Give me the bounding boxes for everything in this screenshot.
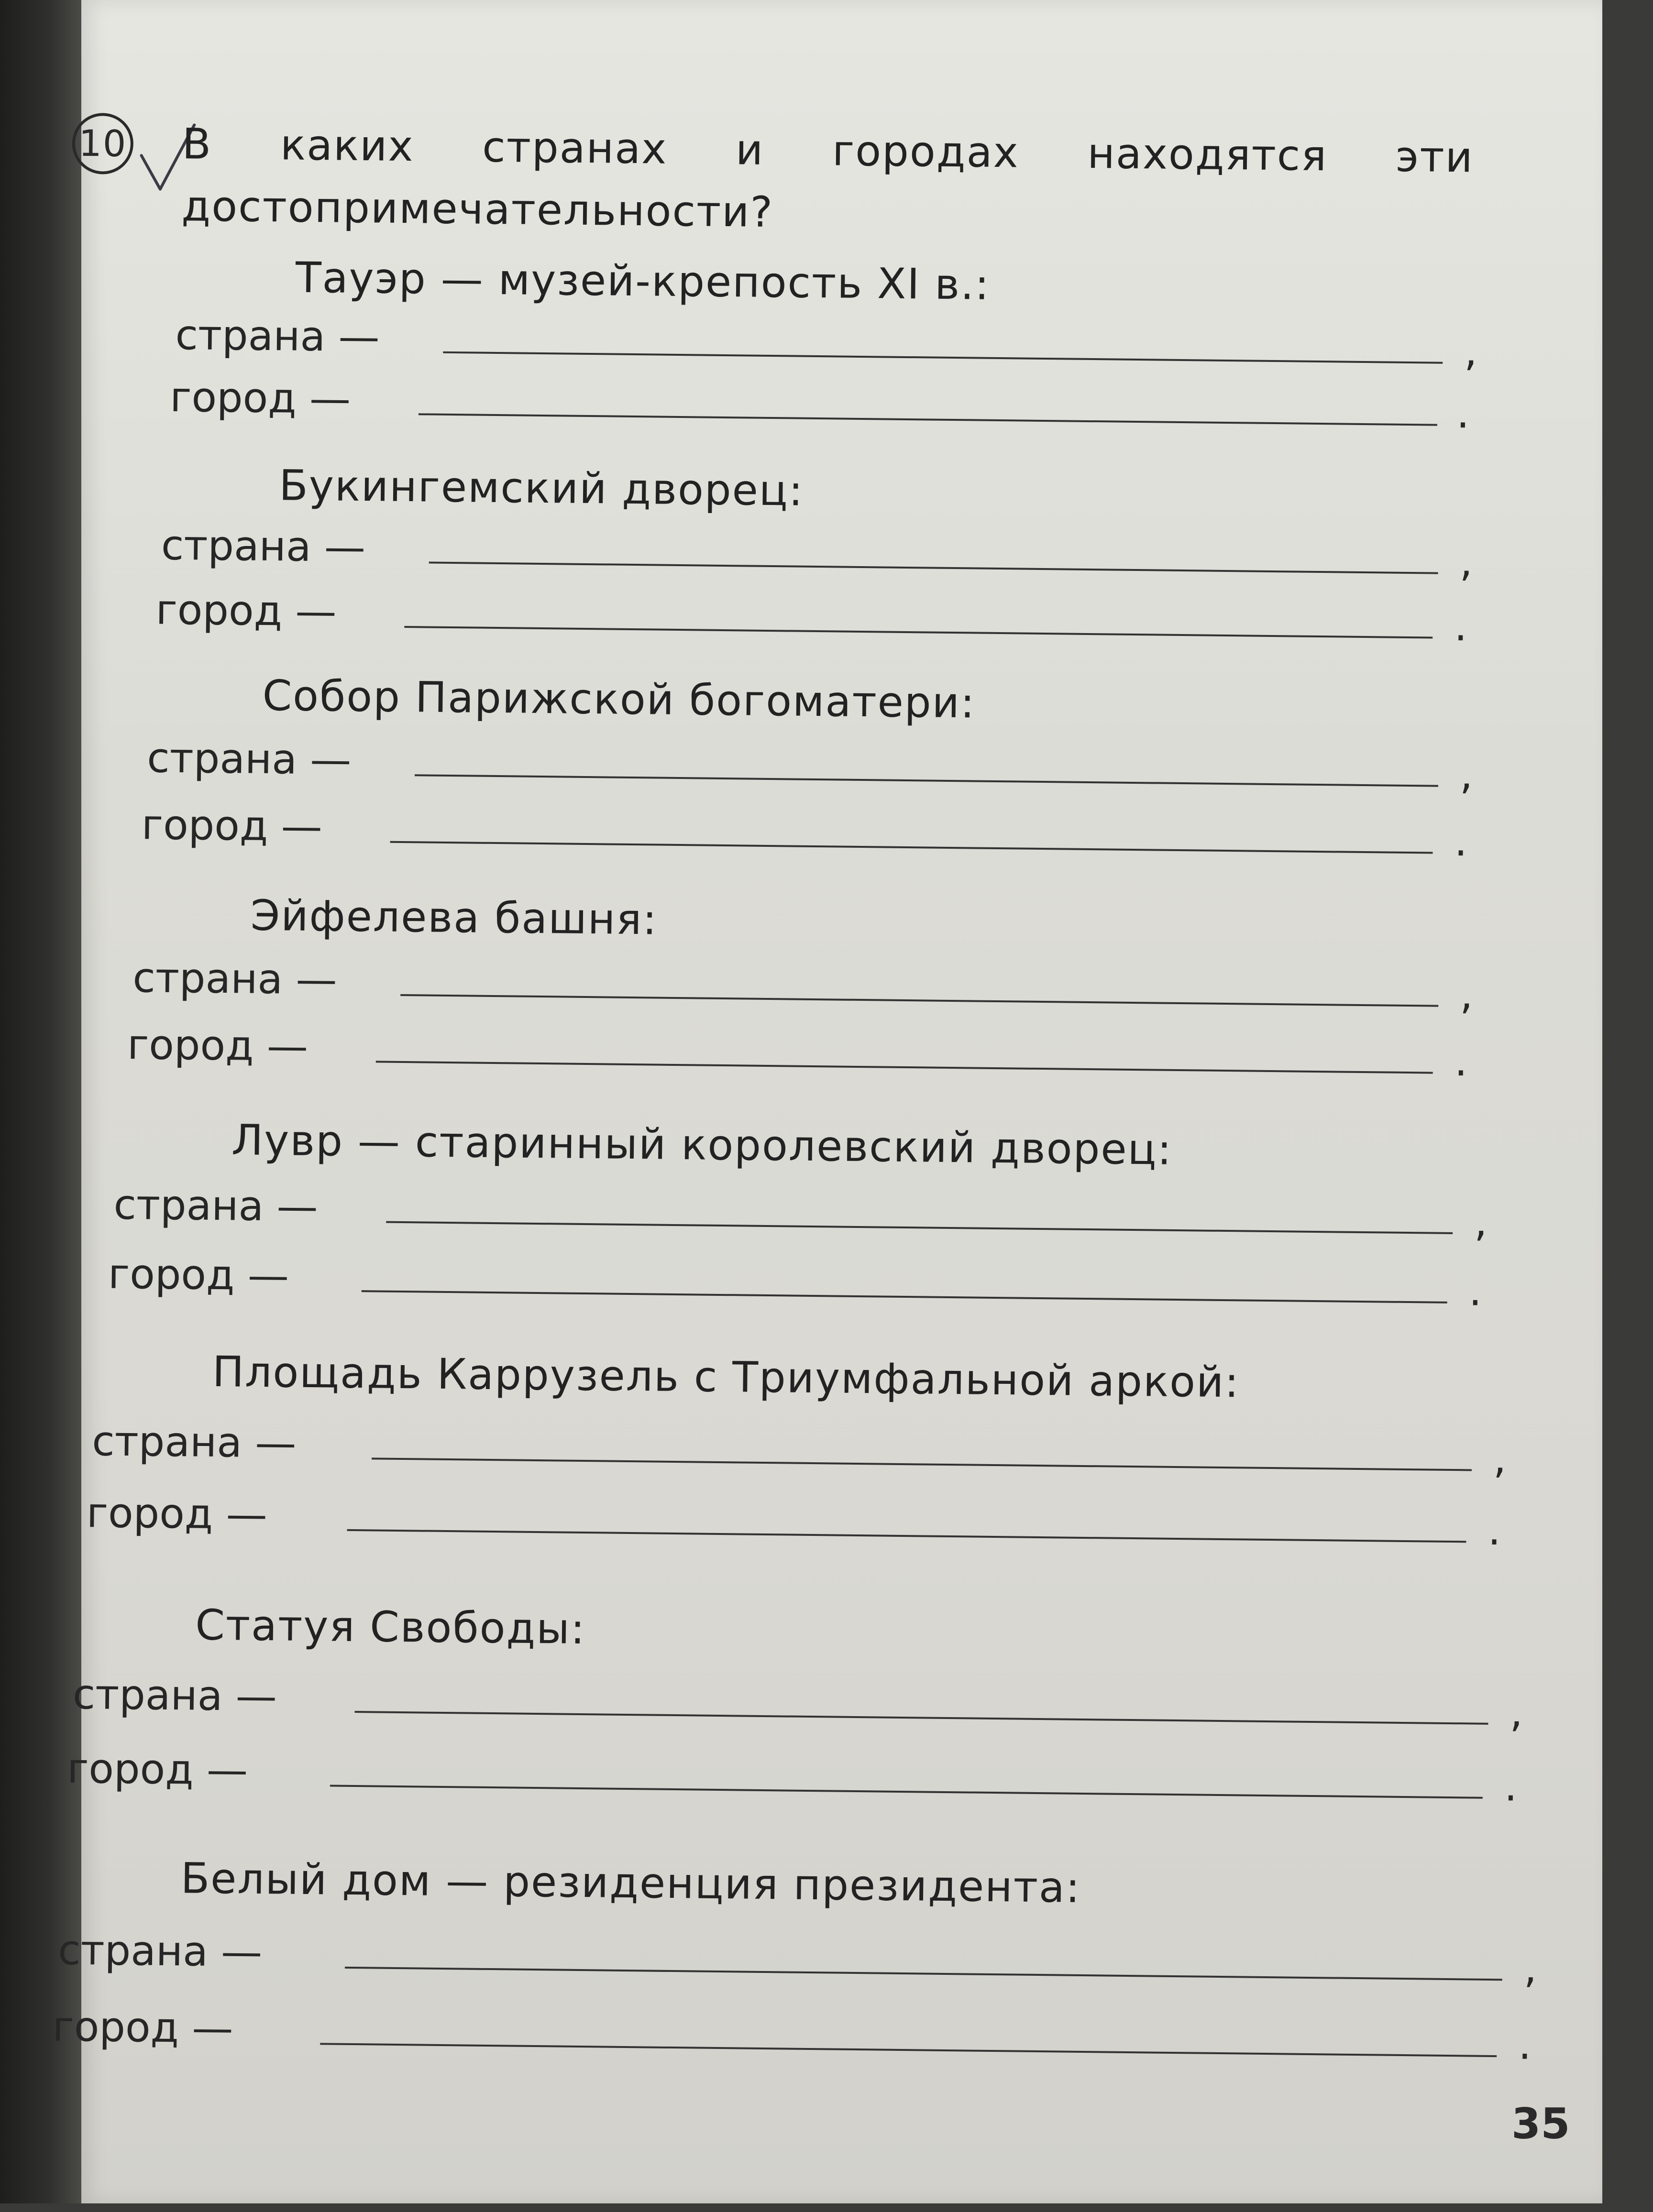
city-answer-line[interactable] xyxy=(320,2043,1497,2057)
comma-mark: , xyxy=(1464,328,1478,376)
attraction-title: Площадь Каррузель с Триумфальной аркой: xyxy=(212,1347,1240,1407)
attraction-title: Статуя Свободы: xyxy=(195,1600,586,1654)
country-row xyxy=(132,954,1520,1019)
city-answer-line[interactable] xyxy=(390,841,1433,854)
period-mark: . xyxy=(1456,390,1470,438)
period-mark: . xyxy=(1454,818,1468,866)
city-row xyxy=(86,1489,1501,1555)
country-answer-line[interactable] xyxy=(429,562,1438,574)
comma-mark: , xyxy=(1459,751,1474,799)
comma-mark: , xyxy=(1459,538,1473,586)
country-answer-line[interactable] xyxy=(443,351,1443,364)
city-row xyxy=(155,586,1543,651)
country-label: страна — xyxy=(72,1670,277,1721)
country-row xyxy=(161,522,1549,584)
attraction-title: Собор Парижской богоматери: xyxy=(262,670,976,728)
country-answer-line[interactable] xyxy=(386,1221,1453,1234)
country-answer-line[interactable] xyxy=(345,1967,1502,1981)
city-row xyxy=(108,1250,1496,1313)
city-answer-line[interactable] xyxy=(376,1061,1433,1073)
comma-mark: , xyxy=(1493,1435,1507,1483)
period-mark: . xyxy=(1468,1267,1482,1315)
city-answer-line[interactable] xyxy=(404,626,1433,639)
period-mark: . xyxy=(1454,1038,1468,1086)
city-answer-line[interactable] xyxy=(330,1785,1483,1799)
country-row xyxy=(146,734,1534,799)
city-label: город — xyxy=(127,1020,309,1071)
period-mark: . xyxy=(1504,1763,1518,1811)
country-label: страна — xyxy=(113,1181,319,1231)
country-label: страна — xyxy=(161,521,366,572)
attraction-title: Белый дом — резиденция президента: xyxy=(180,1853,1081,1912)
country-label: страна — xyxy=(57,1926,263,1977)
city-row xyxy=(66,1744,1518,1811)
country-label: страна — xyxy=(146,734,352,784)
city-row xyxy=(170,373,1557,436)
city-label: город — xyxy=(66,1744,248,1795)
attraction-title: Букингемский дворец: xyxy=(278,460,804,515)
question-text: В каких странах и городах находятся эти достопримечательности? xyxy=(181,119,1474,237)
city-label: город — xyxy=(86,1489,268,1539)
comma-mark: , xyxy=(1523,1944,1537,1993)
country-answer-line[interactable] xyxy=(355,1711,1488,1725)
question-number-badge xyxy=(67,108,134,175)
comma-mark: , xyxy=(1510,1688,1523,1737)
country-row xyxy=(72,1670,1523,1737)
question-number: 10 xyxy=(72,113,133,175)
country-answer-line[interactable] xyxy=(415,774,1438,787)
period-mark: . xyxy=(1488,1506,1501,1555)
city-answer-line[interactable] xyxy=(347,1529,1466,1543)
country-answer-line[interactable] xyxy=(400,994,1438,1007)
page-number: 35 xyxy=(1511,2099,1570,2148)
city-answer-line[interactable] xyxy=(362,1290,1447,1303)
country-row xyxy=(91,1417,1507,1483)
period-mark: . xyxy=(1454,602,1468,651)
comma-mark: , xyxy=(1474,1198,1488,1246)
city-row xyxy=(52,2003,1532,2069)
comma-mark: , xyxy=(1459,971,1474,1019)
country-label: страна — xyxy=(132,954,338,1004)
country-row xyxy=(57,1926,1537,1993)
period-mark: . xyxy=(1518,2021,1532,2069)
country-answer-line[interactable] xyxy=(372,1457,1472,1471)
country-row xyxy=(175,311,1563,376)
city-answer-line[interactable] xyxy=(419,413,1437,426)
city-label: город — xyxy=(108,1250,289,1300)
city-label: город — xyxy=(155,586,337,636)
attraction-title: Эйфелева башня: xyxy=(250,890,658,944)
country-row xyxy=(113,1181,1501,1246)
city-label: город — xyxy=(169,373,351,423)
city-row xyxy=(141,801,1529,866)
attraction-title: Тауэр — музей-крепость XI в.: xyxy=(295,252,991,309)
city-label: город — xyxy=(141,801,323,851)
question-block xyxy=(78,113,1474,251)
city-row xyxy=(127,1020,1515,1086)
country-label: страна — xyxy=(175,311,380,361)
city-label: город — xyxy=(52,2003,233,2053)
country-label: страна — xyxy=(91,1417,297,1467)
attraction-title: Лувр — старинный королевский дворец: xyxy=(231,1115,1173,1174)
